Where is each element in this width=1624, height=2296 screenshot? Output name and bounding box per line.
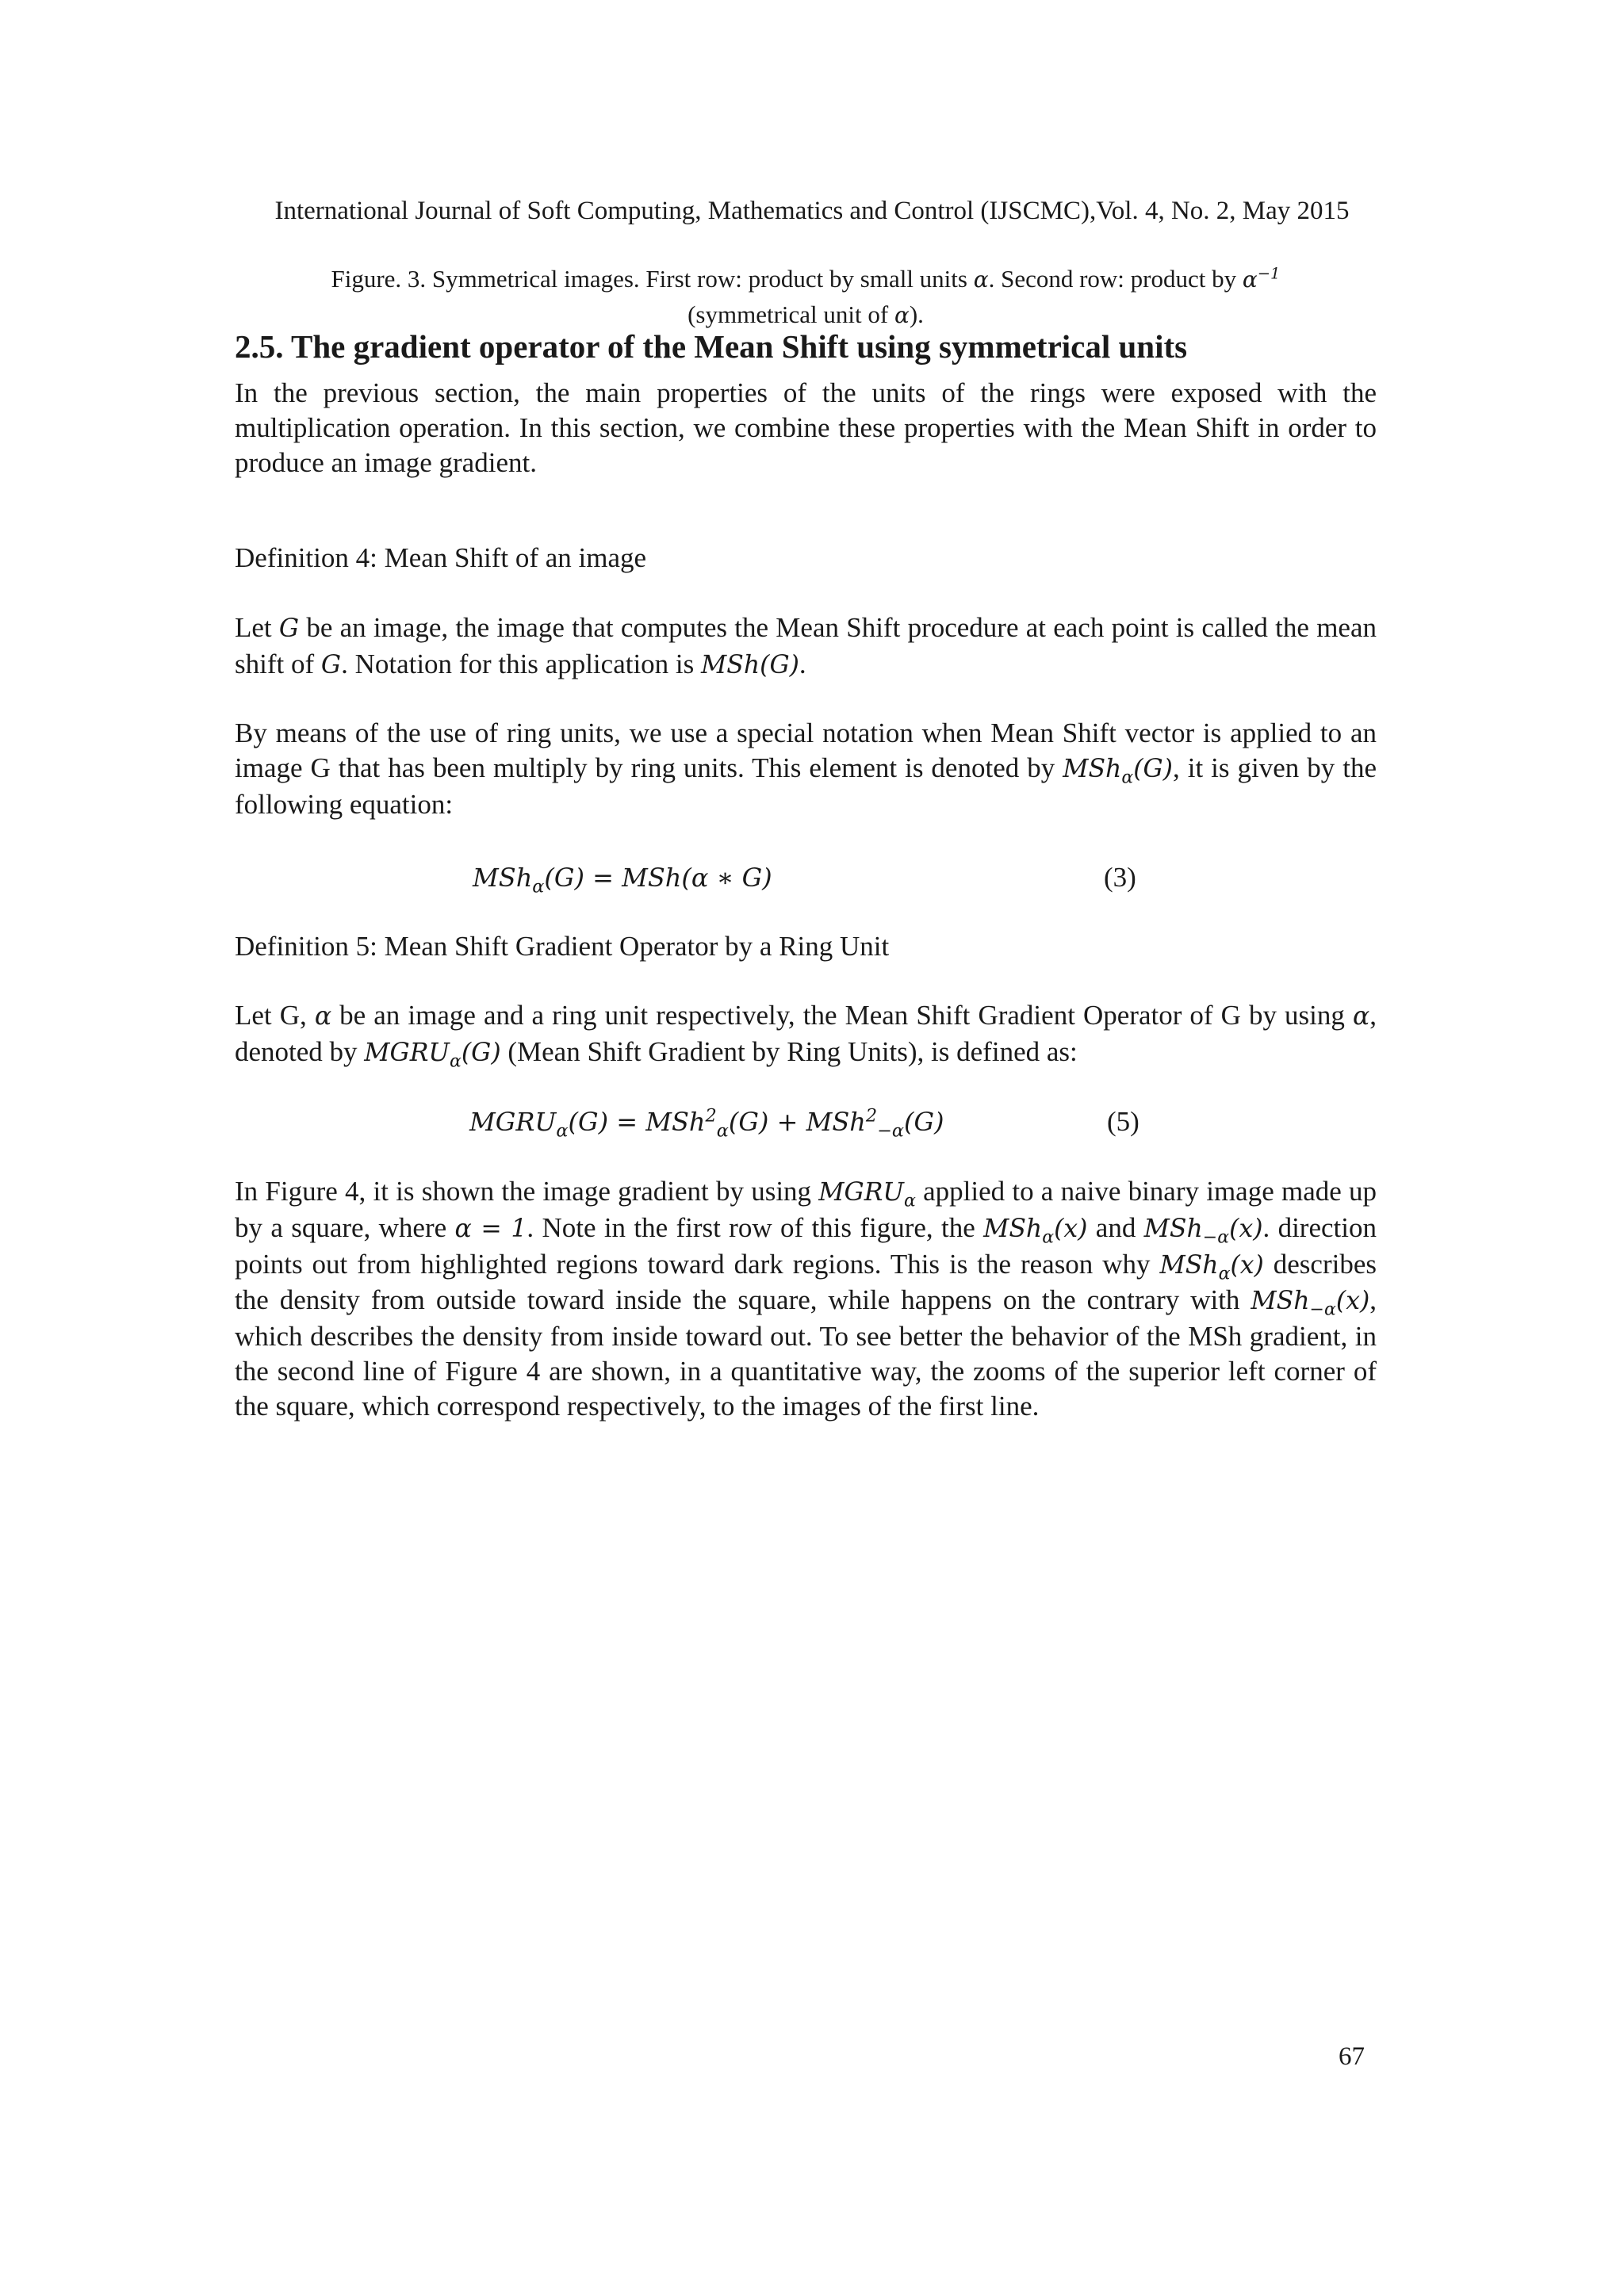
equation-5-expression: $MGRU_\alpha(G) = MSh^2_\alpha(G) + MSh^2_{-\alpha}(G)$ — [469, 1105, 944, 1142]
equation-3-expression: MSh$_\alpha$(G) = MSh(α ∗ G) — [473, 863, 772, 897]
definition-5-title: Definition 5: Mean Shift Gradient Operator by a Ring Unit — [235, 931, 890, 962]
definition-4-body: Let G be an image, the image that computes the Mean Shift procedure at each point is called the mean shift of G. Notation for this application is MSh(G). — [235, 612, 1377, 679]
equation-3-number: (3) — [1104, 862, 1136, 893]
definition-5-body: Let G, α be an image and a ring unit respectively, the Mean Shift Gradient Operator of G by using α, denoted by $MGRU_\alpha(G)$ (Mean Shift Gradient by Ring Units), is defined as: — [235, 1000, 1377, 1072]
section-heading: 2.5. The gradient operator of the Mean Shift using symmetrical units — [235, 328, 1188, 365]
math-alpha: α — [973, 266, 989, 293]
math-msh-alpha-g: MSh$_\alpha$(G) — [1063, 754, 1173, 788]
page-number: 67 — [1339, 2042, 1365, 2071]
math-alpha: α — [894, 302, 910, 328]
intro-paragraph: In the previous section, the main properties of the units of the rings were exposed with the multiplication operation. In this section, we combine these properties with the Mean Shift in order to produce an image gradient. — [235, 377, 1377, 478]
equation-5-number: (5) — [1107, 1106, 1139, 1137]
definition-4-title: Definition 4: Mean Shift of an image — [235, 542, 647, 573]
equation-3 — [0, 858, 1624, 897]
figure-3-caption: Figure. 3. Symmetrical images. First row: product by small units α. Second row: product by $\alpha^{-1}$ (symmetrical unit of α). — [331, 264, 1281, 328]
running-header: International Journal of Soft Computing, Mathematics and Control (IJSCMC),Vol. 4, No. 2, May 2015 — [274, 197, 1350, 225]
equation-5 — [0, 1102, 1624, 1142]
figure-4-paragraph: In Figure 4, it is shown the image gradient by using $MGRU_\alpha$ applied to a naive binary image made up by a square, where α = 1. Note in the first row of this figure, the MSh$_\alpha$(x) and MSh$_{-\alpha}$(x). direction points out from highlighted regions toward dark regions. This is the reason why MSh$_\alpha$(x) describes the density from outside toward inside the square, while happens on the contrary with MSh$_{-\alpha}$(x), which describes the density from inside toward out. To see better the behavior of the MSh gradient, in the second line of Figure 4 are shown, in a quantitative way, the zooms of the superior left corner of the square, which correspond respectively, to the images of the first line. — [235, 1176, 1377, 1422]
ring-units-paragraph: By means of the use of ring units, we use a special notation when Mean Shift vector is applied to an image G that has been multiply by ring units. This element is denoted by MSh$_\alpha$(G), it is given by the following equation: — [235, 718, 1377, 820]
math-mgru-alpha-g: $MGRU_\alpha(G)$ — [364, 1038, 501, 1072]
math-alpha-inverse: $\alpha^{-1}$ — [1242, 264, 1281, 293]
